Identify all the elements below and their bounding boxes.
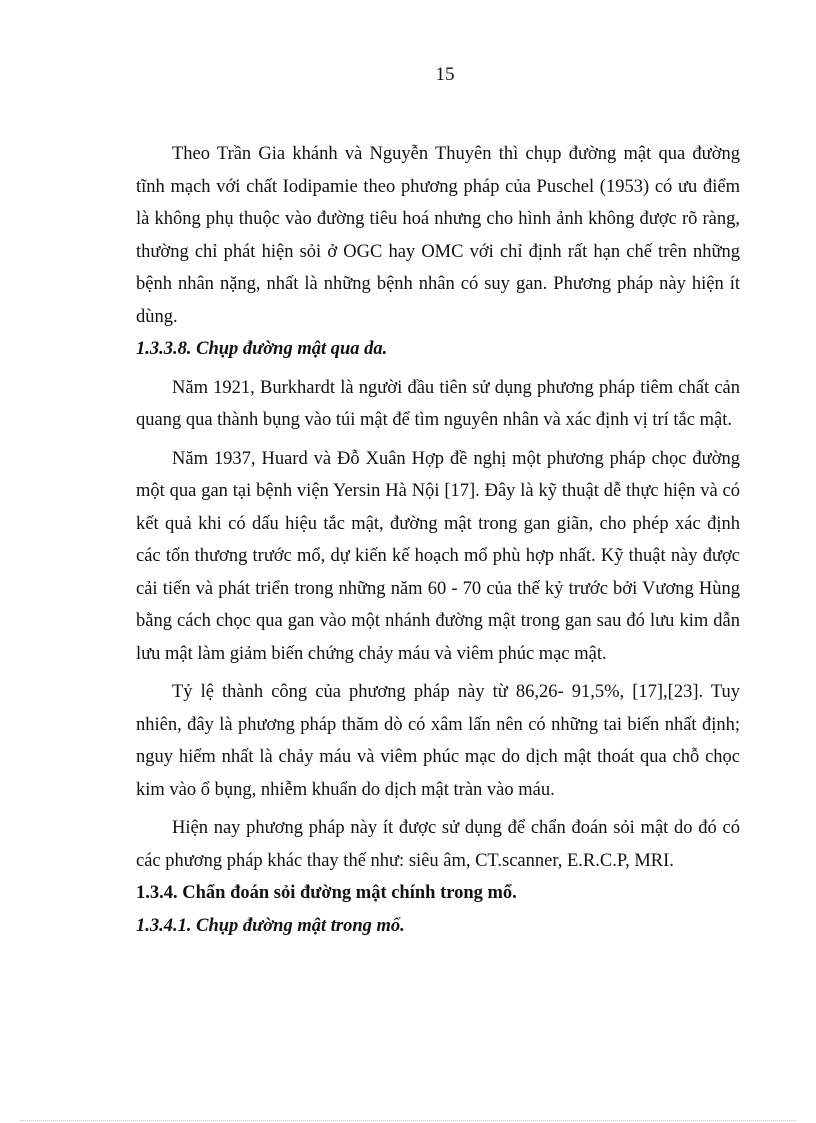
paragraph-huard: Năm 1937, Huard và Đỗ Xuân Hợp đề nghị một phương pháp chọc đường một qua gan tại bệnh viện Yersin Hà Nội [17]. Đây là kỹ thuật dễ thực hiện và có kết quả khi có dấu hiệu tắc mật, đường mật trong gan giãn, cho phép xác định các tổn thương trước mổ, dự kiến kế hoạch mổ phù hợp nhất. Kỹ thuật này được cải tiến và phát triển trong những năm 60 - 70 của thế kỷ trước bởi Vương Hùng bằng cách chọc qua gan vào một nhánh đường mật trong gan sau đó lưu kim dẫn lưu mật làm giảm biến chứng chảy máu và viêm phúc mạc mật.: [136, 448, 740, 664]
paragraph-burkhardt: Năm 1921, Burkhardt là người đầu tiên sử dụng phương pháp tiêm chất cản quang qua thành bụng vào túi mật để tìm nguyên nhân và xác định vị trí tắc mật.: [136, 377, 740, 430]
paragraph-intravenous-cholangiography: Theo Trần Gia khánh và Nguyễn Thuyên thì chụp đường mật qua đường tĩnh mạch với chất Iodipamie theo phương pháp của Puschel (1953) có ưu điểm là không phụ thuộc vào đường tiêu hoá nhưng cho hình ảnh không được rõ ràng, thường chỉ phát hiện sỏi ở OGC hay OMC với chỉ định rất hạn chế trên những bệnh nhân nặng, nhất là những bệnh nhân có suy gan. Phương pháp này hiện ít dùng.: [136, 144, 740, 327]
section-heading-1-3-4: 1.3.4. Chẩn đoán sỏi đường mật chính trong mổ.: [136, 883, 517, 903]
paragraph-success-rate: Tỷ lệ thành công của phương pháp này từ 86,26- 91,5%, [17],[23]. Tuy nhiên, đây là phương pháp thăm dò có xâm lấn nên có những tai biến nhất định; nguy hiểm nhất là chảy máu và viêm phúc mạc do dịch mật thoát qua chỗ chọc kim vào ổ bụng, nhiễm khuẩn do dịch mật tràn vào máu.: [136, 682, 740, 800]
section-heading-1-3-4-1: 1.3.4.1. Chụp đường mật trong mổ.: [136, 915, 405, 936]
section-heading-1-3-3-8: 1.3.3.8. Chụp đường mật qua da.: [136, 339, 388, 359]
page-bottom-divider: [20, 1120, 796, 1121]
page-number: 15: [435, 64, 455, 85]
document-body: [136, 138, 740, 942]
paragraph-current-use: Hiện nay phương pháp này ít được sử dụng để chẩn đoán sỏi mật do đó có các phương pháp khác thay thế như: siêu âm, CT.scanner, E.R.C.P, MRI.: [136, 818, 740, 871]
